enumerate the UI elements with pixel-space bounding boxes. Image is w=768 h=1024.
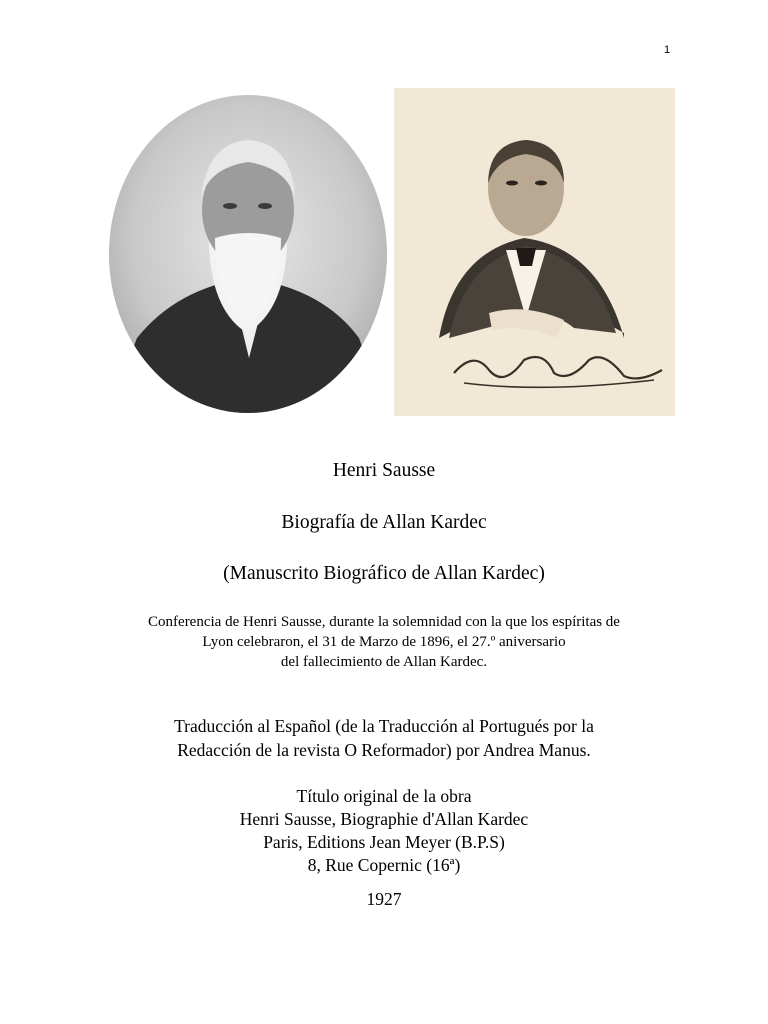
conference-line: Lyon celebraron, el 31 de Marzo de 1896, el 27.º aniversario bbox=[202, 634, 566, 650]
original-work-info bbox=[0, 785, 768, 877]
conference-line: Conferencia de Henri Sausse, durante la solemnidad con la que los espíritas de bbox=[148, 614, 620, 630]
publication-year: 1927 bbox=[366, 889, 402, 909]
original-line: Henri Sausse, Biographie d'Allan Kardec bbox=[239, 809, 529, 829]
original-line: Título original de la obra bbox=[296, 786, 472, 806]
original-line: Paris, Editions Jean Meyer (B.P.S) bbox=[263, 832, 505, 852]
book-subtitle: (Manuscrito Biográfico de Allan Kardec) bbox=[223, 563, 545, 584]
henri-sausse-portrait bbox=[97, 88, 394, 416]
original-line: 8, Rue Copernic (16ª) bbox=[307, 855, 461, 875]
page-number: 1 bbox=[664, 44, 671, 56]
conference-line: del fallecimiento de Allan Kardec. bbox=[280, 654, 488, 670]
translation-line: Traducción al Español (de la Traducción al Portugués por la bbox=[174, 716, 594, 736]
allan-kardec-portrait bbox=[394, 88, 675, 416]
conference-description bbox=[0, 612, 768, 672]
book-title: Biografía de Allan Kardec bbox=[281, 512, 487, 533]
portraits-figure bbox=[97, 88, 675, 416]
translation-line: Redacción de la revista O Reformador) por Andrea Manus. bbox=[177, 740, 591, 760]
translation-note bbox=[0, 714, 768, 762]
author-name: Henri Sausse bbox=[332, 460, 436, 481]
